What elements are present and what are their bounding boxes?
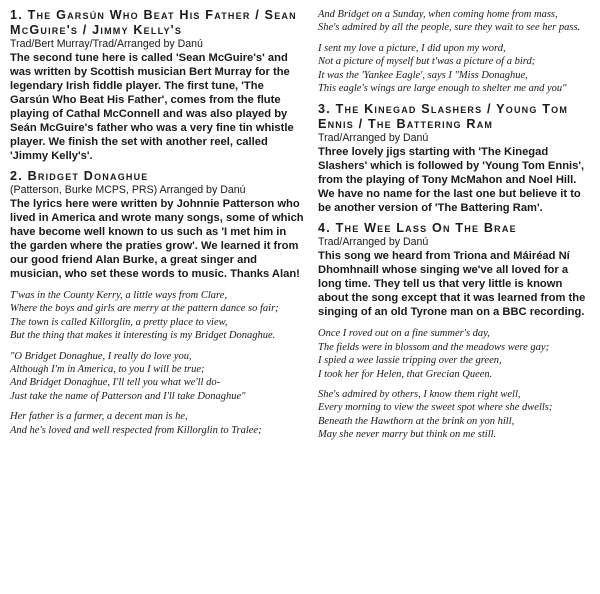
lyric-line: She's admired by all the people, sure they wait to see her pass. xyxy=(318,22,581,34)
lyric-line: Just take the name of Patterson and I'll take Donaghue" xyxy=(10,390,246,402)
track-title: 1. The Garsún Who Beat His Father / Sean McGuire's / Jimmy Kelly's xyxy=(10,8,297,37)
lyric-line: And Bridget Donaghue, I'll tell you what we'll do- xyxy=(10,377,221,389)
track-title: 4. The Wee Lass On The Brae xyxy=(318,221,517,236)
lyric-stanza xyxy=(318,42,594,96)
lyric-line: May she never marry but think on me still. xyxy=(318,429,497,441)
lyric-stanza xyxy=(10,410,304,437)
lyric-stanza xyxy=(318,327,594,381)
lyric-line: And Bridget on a Sunday, when coming home from mass, xyxy=(318,9,558,20)
lyric-stanza xyxy=(10,289,304,343)
track-description: The second tune here is called 'Sean McGuire's' and was written by Scottish musician Bert Murray for the legendary Irish fiddle player. The first tune, 'The Garsún Who Beat His Father', comes from the flute playing of Cathal McConnell and was also played by Seán McGuire's father who was a very fine tin whistle player. We finish the set with another reel, called 'Jimmy Kelly's'. xyxy=(10,52,294,162)
lyrics-continued xyxy=(318,8,594,95)
track-credit: Trad/Bert Murray/Trad/Arranged by Danú xyxy=(10,38,203,50)
track-description: The lyrics here were written by Johnnie Patterson who lived in America and wrote many songs, some of which have become well known to us such as 'I met him in the garden where the praties grow'. We learned it from our good friend Alan Burke, a great singer and musician, who set these words to music. Thanks Alan! xyxy=(10,198,304,280)
lyric-line: Where the boys and girls are merry at the pattern dance so fair; xyxy=(10,303,279,315)
lyric-stanza xyxy=(318,388,594,442)
lyric-line: "O Bridget Donaghue, I really do love you, xyxy=(10,350,192,362)
lyric-line: Her father is a farmer, a decent man is he, xyxy=(10,411,188,423)
lyric-line: The town is called Killorglin, a pretty place to view, xyxy=(10,316,228,328)
lyric-line: I spied a wee lassie tripping over the green, xyxy=(318,355,502,367)
track-credit: Trad/Arranged by Danú xyxy=(318,236,429,249)
lyric-line: And he's loved and well respected from Killorglin to Tralee; xyxy=(10,424,262,436)
right-column xyxy=(318,8,594,449)
track-2 xyxy=(10,169,304,437)
lyric-line: Every morning to view the sweet spot where she dwells; xyxy=(318,402,553,414)
lyric-line: Not a picture of myself but t'was a picture of a bird; xyxy=(318,56,536,68)
lyric-line: She's admired by others, I know them right well, xyxy=(318,389,521,401)
track-description: This song we heard from Triona and Máiréad Ní Dhomhnaill whose singing we've all loved for a long time. They tell us that very little is known about the song except that it was learned from the singing of an old Tyrone man on a BBC recording. xyxy=(318,250,586,319)
lyric-line: This eagle's wings are large enough to shelter me and you" xyxy=(318,83,567,95)
track-title: 2. Bridget Donaghue xyxy=(10,169,149,183)
track-description: Three lovely jigs starting with 'The Kinegad Slashers' which is followed by 'Young Tom Ennis', from the playing of Tony McMahon and Noel Hill. We have no name for the last one but believe it to be another version of 'The Battering Ram'. xyxy=(318,146,585,215)
track-1 xyxy=(10,8,304,163)
lyric-line: I took her for Helen, that Grecian Queen. xyxy=(318,368,493,380)
lyric-line: T'was in the County Kerry, a little ways from Clare, xyxy=(10,290,228,301)
lyric-line: It was the 'Yankee Eagle', says I "Miss Donaghue, xyxy=(318,69,528,81)
track-credit: Trad/Arranged by Danú xyxy=(318,132,429,145)
lyric-line: The fields were in blossom and the meadows were gay; xyxy=(318,341,550,353)
track-credit: (Patterson, Burke MCPS, PRS) Arranged by Danú xyxy=(10,184,246,196)
lyric-line: Beneath the Hawthorn at the brink on yon hill, xyxy=(318,415,515,427)
lyric-line: I sent my love a picture, I did upon my word, xyxy=(318,42,506,54)
track-title: 3. The Kinegad Slashers / Young Tom Ennis / The Battering Ram xyxy=(318,102,569,132)
left-column xyxy=(10,8,304,444)
track-4 xyxy=(318,221,594,441)
track-3 xyxy=(318,102,594,215)
lyrics xyxy=(10,289,304,437)
lyric-line: Although I'm in America, to you I will be true; xyxy=(10,364,205,376)
lyric-line: Once I roved out on a fine summer's day, xyxy=(318,328,490,340)
lyric-line: But the thing that makes it interesting is my Bridget Donaghue. xyxy=(10,330,276,342)
lyric-stanza xyxy=(10,350,304,404)
lyric-stanza xyxy=(318,8,594,35)
